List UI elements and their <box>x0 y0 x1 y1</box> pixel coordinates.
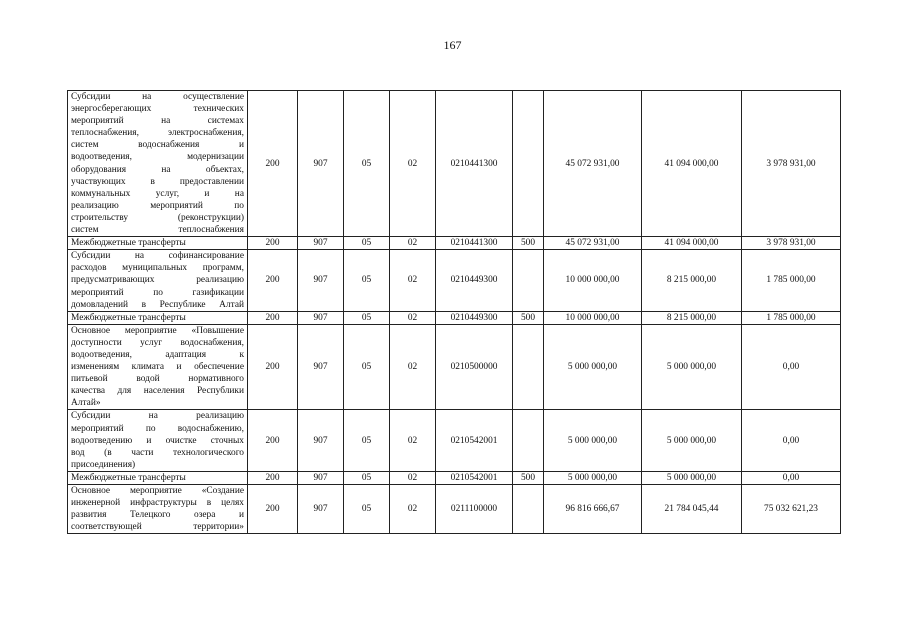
description-line: водоотведению и очистке сточных <box>71 435 244 446</box>
description-line: вод (в части технологического <box>71 447 244 458</box>
description-line: коммунальных услуг, и на <box>71 188 244 199</box>
description-line: Основное мероприятие «Создание <box>71 486 244 496</box>
description-line: реализацию мероприятий по <box>71 200 244 211</box>
amount-federal-cell: 41 094 000,00 <box>642 91 742 237</box>
amount-total-cell: 10 000 000,00 <box>544 250 642 311</box>
amount-federal-cell: 8 215 000,00 <box>642 311 742 324</box>
subsection-cell: 02 <box>390 91 436 237</box>
description-line: качества для населения Республики <box>71 386 244 397</box>
description-cell <box>68 237 248 250</box>
description-line: развития Телецкого озера и <box>71 510 244 521</box>
amount-regional-cell: 3 978 931,00 <box>742 91 841 237</box>
table-row <box>68 410 841 471</box>
section-cell: 05 <box>344 250 390 311</box>
amount-total-cell: 5 000 000,00 <box>544 324 642 410</box>
subsection-cell: 02 <box>390 410 436 471</box>
table-row <box>68 91 841 237</box>
amount-federal-cell: 8 215 000,00 <box>642 250 742 311</box>
description-line: мероприятий по водоснабжению, <box>71 423 244 434</box>
subsection-cell: 02 <box>390 471 436 484</box>
amount-federal-cell: 41 094 000,00 <box>642 237 742 250</box>
section-cell: 05 <box>344 471 390 484</box>
grbs-cell: 200 <box>248 311 298 324</box>
expense-type-cell: 500 <box>513 237 544 250</box>
expense-type-cell <box>513 91 544 237</box>
description-line: предусматривающих реализацию <box>71 275 244 286</box>
amount-regional-cell: 0,00 <box>742 471 841 484</box>
description-line: доступности услуг водоснабжения, <box>71 337 244 348</box>
subsection-cell: 02 <box>390 237 436 250</box>
amount-regional-cell: 0,00 <box>742 324 841 410</box>
target-article-cell: 0210542001 <box>436 471 513 484</box>
expense-type-cell: 500 <box>513 311 544 324</box>
description-line: Основное мероприятие «Повышение <box>71 325 244 336</box>
description-cell <box>68 485 248 534</box>
section-cell: 05 <box>344 237 390 250</box>
department-code-cell: 907 <box>298 237 344 250</box>
table-row <box>68 311 841 324</box>
expense-type-cell <box>513 485 544 534</box>
description-line: Субсидии на реализацию <box>71 411 244 422</box>
amount-regional-cell: 1 785 000,00 <box>742 250 841 311</box>
description-line: участвующих в предоставлении <box>71 176 244 187</box>
description-cell <box>68 471 248 484</box>
expense-type-cell: 500 <box>513 471 544 484</box>
subsection-cell: 02 <box>390 311 436 324</box>
amount-total-cell: 10 000 000,00 <box>544 311 642 324</box>
grbs-cell: 200 <box>248 471 298 484</box>
description-line: питьевой водой нормативного <box>71 374 244 385</box>
amount-total-cell: 45 072 931,00 <box>544 91 642 237</box>
description-line: мероприятий на системах <box>71 116 244 127</box>
department-code-cell: 907 <box>298 311 344 324</box>
department-code-cell: 907 <box>298 91 344 237</box>
page-number: 167 <box>443 38 462 52</box>
description-cell <box>68 324 248 410</box>
description-line: водоотведения, адаптация к <box>71 349 244 360</box>
description-line: водоотведения, модернизации <box>71 152 244 163</box>
target-article-cell: 0210441300 <box>436 237 513 250</box>
description-line: домовладений в Республике Алтай <box>71 299 244 310</box>
table-body <box>68 91 841 534</box>
table-row <box>68 250 841 311</box>
description-line: мероприятий по газификации <box>71 287 244 298</box>
description-line: Алтай» <box>71 398 101 409</box>
description-line: Межбюджетные трансферты <box>71 238 186 249</box>
amount-total-cell: 45 072 931,00 <box>544 237 642 250</box>
description-cell <box>68 311 248 324</box>
amount-regional-cell: 3 978 931,00 <box>742 237 841 250</box>
grbs-cell: 200 <box>248 485 298 534</box>
amount-federal-cell: 21 784 045,44 <box>642 485 742 534</box>
table-row <box>68 471 841 484</box>
description-cell <box>68 250 248 311</box>
description-line: теплоснабжения, электроснабжения, <box>71 128 244 139</box>
section-cell: 05 <box>344 311 390 324</box>
target-article-cell: 0210500000 <box>436 324 513 410</box>
amount-federal-cell: 5 000 000,00 <box>642 324 742 410</box>
description-line: Межбюджетные трансферты <box>71 472 186 483</box>
table-row <box>68 485 841 534</box>
subsection-cell: 02 <box>390 485 436 534</box>
expense-type-cell <box>513 410 544 471</box>
section-cell: 05 <box>344 91 390 237</box>
description-line: систем теплоснабжения <box>71 225 244 236</box>
department-code-cell: 907 <box>298 250 344 311</box>
amount-total-cell: 5 000 000,00 <box>544 471 642 484</box>
department-code-cell: 907 <box>298 324 344 410</box>
description-line: Межбюджетные трансферты <box>71 312 186 323</box>
target-article-cell: 0210449300 <box>436 311 513 324</box>
amount-federal-cell: 5 000 000,00 <box>642 471 742 484</box>
description-cell <box>68 91 248 237</box>
description-line: изменениям климата и обеспечение <box>71 362 244 373</box>
grbs-cell: 200 <box>248 410 298 471</box>
section-cell: 05 <box>344 410 390 471</box>
grbs-cell: 200 <box>248 324 298 410</box>
department-code-cell: 907 <box>298 485 344 534</box>
description-line: инженерной инфраструктуры в целях <box>71 498 244 509</box>
grbs-cell: 200 <box>248 237 298 250</box>
amount-total-cell: 96 816 666,67 <box>544 485 642 534</box>
description-line: строительству (реконструкции) <box>71 212 244 223</box>
section-cell: 05 <box>344 324 390 410</box>
description-cell <box>68 410 248 471</box>
table-row <box>68 324 841 410</box>
target-article-cell: 0211100000 <box>436 485 513 534</box>
grbs-cell: 200 <box>248 91 298 237</box>
amount-regional-cell: 0,00 <box>742 410 841 471</box>
budget-table <box>67 90 841 534</box>
section-cell: 05 <box>344 485 390 534</box>
grbs-cell: 200 <box>248 250 298 311</box>
description-line: оборудования на объектах, <box>71 164 244 175</box>
amount-total-cell: 5 000 000,00 <box>544 410 642 471</box>
expense-type-cell <box>513 250 544 311</box>
description-line: присоединения) <box>71 459 136 470</box>
amount-regional-cell: 75 032 621,23 <box>742 485 841 534</box>
target-article-cell: 0210542001 <box>436 410 513 471</box>
subsection-cell: 02 <box>390 324 436 410</box>
description-line: соответствующей территории» <box>71 522 244 533</box>
department-code-cell: 907 <box>298 471 344 484</box>
department-code-cell: 907 <box>298 410 344 471</box>
expense-type-cell <box>513 324 544 410</box>
description-line: систем водоснабжения и <box>71 140 244 151</box>
amount-federal-cell: 5 000 000,00 <box>642 410 742 471</box>
table-row <box>68 237 841 250</box>
amount-regional-cell: 1 785 000,00 <box>742 311 841 324</box>
subsection-cell: 02 <box>390 250 436 311</box>
description-line: Субсидии на софинансирование <box>71 251 244 262</box>
target-article-cell: 0210449300 <box>436 250 513 311</box>
target-article-cell: 0210441300 <box>436 91 513 237</box>
description-line: расходов муниципальных программ, <box>71 263 244 274</box>
description-line: энергосберегающих технических <box>71 104 244 115</box>
description-line: Субсидии на осуществление <box>71 92 244 102</box>
